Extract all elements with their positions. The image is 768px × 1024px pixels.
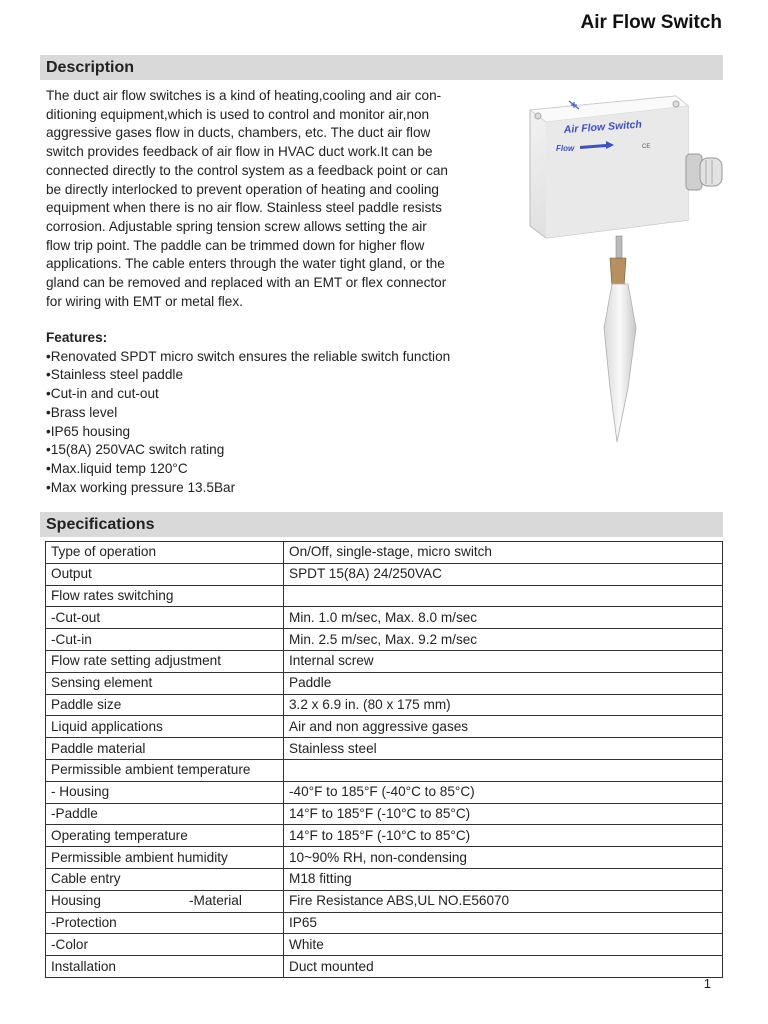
feature-item: •Renovated SPDT micro switch ensures the reliable switch function xyxy=(46,348,451,364)
spec-label: Cable entry xyxy=(46,868,284,890)
description-line: The duct air flow switches is a kind of heating,cooling and air con- xyxy=(46,88,442,103)
table-row xyxy=(46,759,723,781)
spec-value: Duct mounted xyxy=(284,956,723,978)
spec-label: Type of operation xyxy=(46,542,284,564)
ce-mark: CE xyxy=(642,144,651,150)
table-row xyxy=(46,738,723,760)
spec-sublabel: -Color xyxy=(51,936,89,952)
spec-value: 10~90% RH, non-condensing xyxy=(284,847,723,869)
table-row xyxy=(46,781,723,803)
features-heading: Features: xyxy=(46,330,108,345)
spec-label: Permissible ambient humidity xyxy=(46,847,284,869)
description-line: gland can be removed and replaced with an EMT or flex connector xyxy=(46,275,447,291)
page-number: 1 xyxy=(703,976,711,991)
table-row xyxy=(46,868,723,890)
table-row xyxy=(46,847,723,869)
spec-label-cell xyxy=(46,607,284,629)
spec-value: Paddle xyxy=(284,672,723,694)
spec-value: Stainless steel xyxy=(284,738,723,760)
spec-value: SPDT 15(8A) 24/250VAC xyxy=(284,563,723,585)
spec-label: Sensing element xyxy=(46,672,284,694)
spec-sublabel: -Protection xyxy=(51,914,117,930)
table-row xyxy=(46,563,723,585)
product-photo xyxy=(516,88,726,444)
spec-sublabel: -Cut-out xyxy=(51,609,101,625)
table-row xyxy=(46,934,723,956)
spec-value: Internal screw xyxy=(284,650,723,672)
spec-value: Min. 2.5 m/sec, Max. 9.2 m/sec xyxy=(284,629,723,651)
specifications-table xyxy=(45,541,723,978)
description-heading: Description xyxy=(40,55,723,80)
cable-gland xyxy=(686,154,722,190)
description-line: ditioning equipment,which is used to control and monitor air,non xyxy=(46,106,430,122)
spec-value xyxy=(284,585,723,607)
spec-label: Liquid applications xyxy=(46,716,284,738)
feature-item: •Max working pressure 13.5Bar xyxy=(46,479,236,495)
table-row xyxy=(46,542,723,564)
table-row xyxy=(46,956,723,978)
description-line: aggressive gases flow in ducts, chambers, etc. The duct air flow xyxy=(46,125,431,141)
spec-label: Permissible ambient temperature xyxy=(46,759,284,781)
product-label: Air Flow Switch xyxy=(563,118,643,136)
spec-label-cell xyxy=(46,890,284,912)
description-body xyxy=(46,87,496,311)
table-row xyxy=(46,607,723,629)
feature-item: •15(8A) 250VAC switch rating xyxy=(46,442,225,458)
spec-value: Min. 1.0 m/sec, Max. 8.0 m/sec xyxy=(284,607,723,629)
spec-value: M18 fitting xyxy=(284,868,723,890)
spec-label: Housing xyxy=(51,893,101,909)
features-list xyxy=(46,329,516,497)
spec-label-cell xyxy=(46,803,284,825)
spec-sublabel: -Paddle xyxy=(51,805,98,821)
table-row xyxy=(46,585,723,607)
spec-sublabel: -Material xyxy=(189,893,242,909)
table-row xyxy=(46,716,723,738)
spec-label-cell xyxy=(46,912,284,934)
table-row xyxy=(46,694,723,716)
spec-value: -40°F to 185°F (-40°C to 85°C) xyxy=(284,781,723,803)
page-title: Air Flow Switch xyxy=(580,12,722,33)
description-line: corrosion. Adjustable spring tension screw allows setting the air xyxy=(46,218,427,234)
description-line: for wiring with EMT or metal flex. xyxy=(46,293,243,309)
spec-value: Fire Resistance ABS,UL NO.E56070 xyxy=(284,890,723,912)
feature-item: •Brass level xyxy=(46,404,118,420)
spec-value: Air and non aggressive gases xyxy=(284,716,723,738)
spec-label-cell xyxy=(46,934,284,956)
spec-label: Operating temperature xyxy=(46,825,284,847)
feature-item: •Stainless steel paddle xyxy=(46,367,184,383)
spec-label-cell xyxy=(46,629,284,651)
spec-label: Flow rate setting adjustment xyxy=(46,650,284,672)
spec-value: 14°F to 185°F (-10°C to 85°C) xyxy=(284,803,723,825)
description-line: flow trip point. The paddle can be trimmed down for higher flow xyxy=(46,237,425,253)
spec-value: 3.2 x 6.9 in. (80 x 175 mm) xyxy=(284,694,723,716)
feature-item: •Cut-in and cut-out xyxy=(46,386,159,402)
brass-lever xyxy=(610,258,626,288)
spec-label: Paddle material xyxy=(46,738,284,760)
feature-item: •Max.liquid temp 120°C xyxy=(46,460,188,476)
flow-label: Flow xyxy=(556,144,575,153)
table-row xyxy=(46,912,723,934)
spec-sublabel: - Housing xyxy=(51,784,110,800)
table-row xyxy=(46,890,723,912)
spec-label: Paddle size xyxy=(46,694,284,716)
spec-value: On/Off, single-stage, micro switch xyxy=(284,542,723,564)
specifications-heading: Specifications xyxy=(40,512,723,537)
spec-value: 14°F to 185°F (-10°C to 85°C) xyxy=(284,825,723,847)
description-line: be directly interlocked to prevent operation of heating and cooling xyxy=(46,181,439,197)
spec-value: IP65 xyxy=(284,912,723,934)
description-line: connected directly to the control system as a feedback point or can xyxy=(46,162,448,178)
paddle xyxy=(604,284,636,442)
spec-label: Installation xyxy=(46,956,284,978)
description-line: applications. The cable enters through the water tight gland, or the xyxy=(46,256,445,272)
table-row xyxy=(46,650,723,672)
table-row xyxy=(46,629,723,651)
spec-label: Flow rates switching xyxy=(46,585,284,607)
table-row xyxy=(46,803,723,825)
spec-value xyxy=(284,759,723,781)
table-row xyxy=(46,825,723,847)
feature-item: •IP65 housing xyxy=(46,423,131,439)
spec-label-cell xyxy=(46,781,284,803)
table-row xyxy=(46,672,723,694)
description-line: switch provides feedback of air flow in HVAC duct work.It can be xyxy=(46,144,433,160)
spec-value: White xyxy=(284,934,723,956)
spec-sublabel: -Cut-in xyxy=(51,631,92,647)
spec-label: Output xyxy=(46,563,284,585)
description-line: equipment when there is no air flow. Stainless steel paddle resists xyxy=(46,200,442,216)
